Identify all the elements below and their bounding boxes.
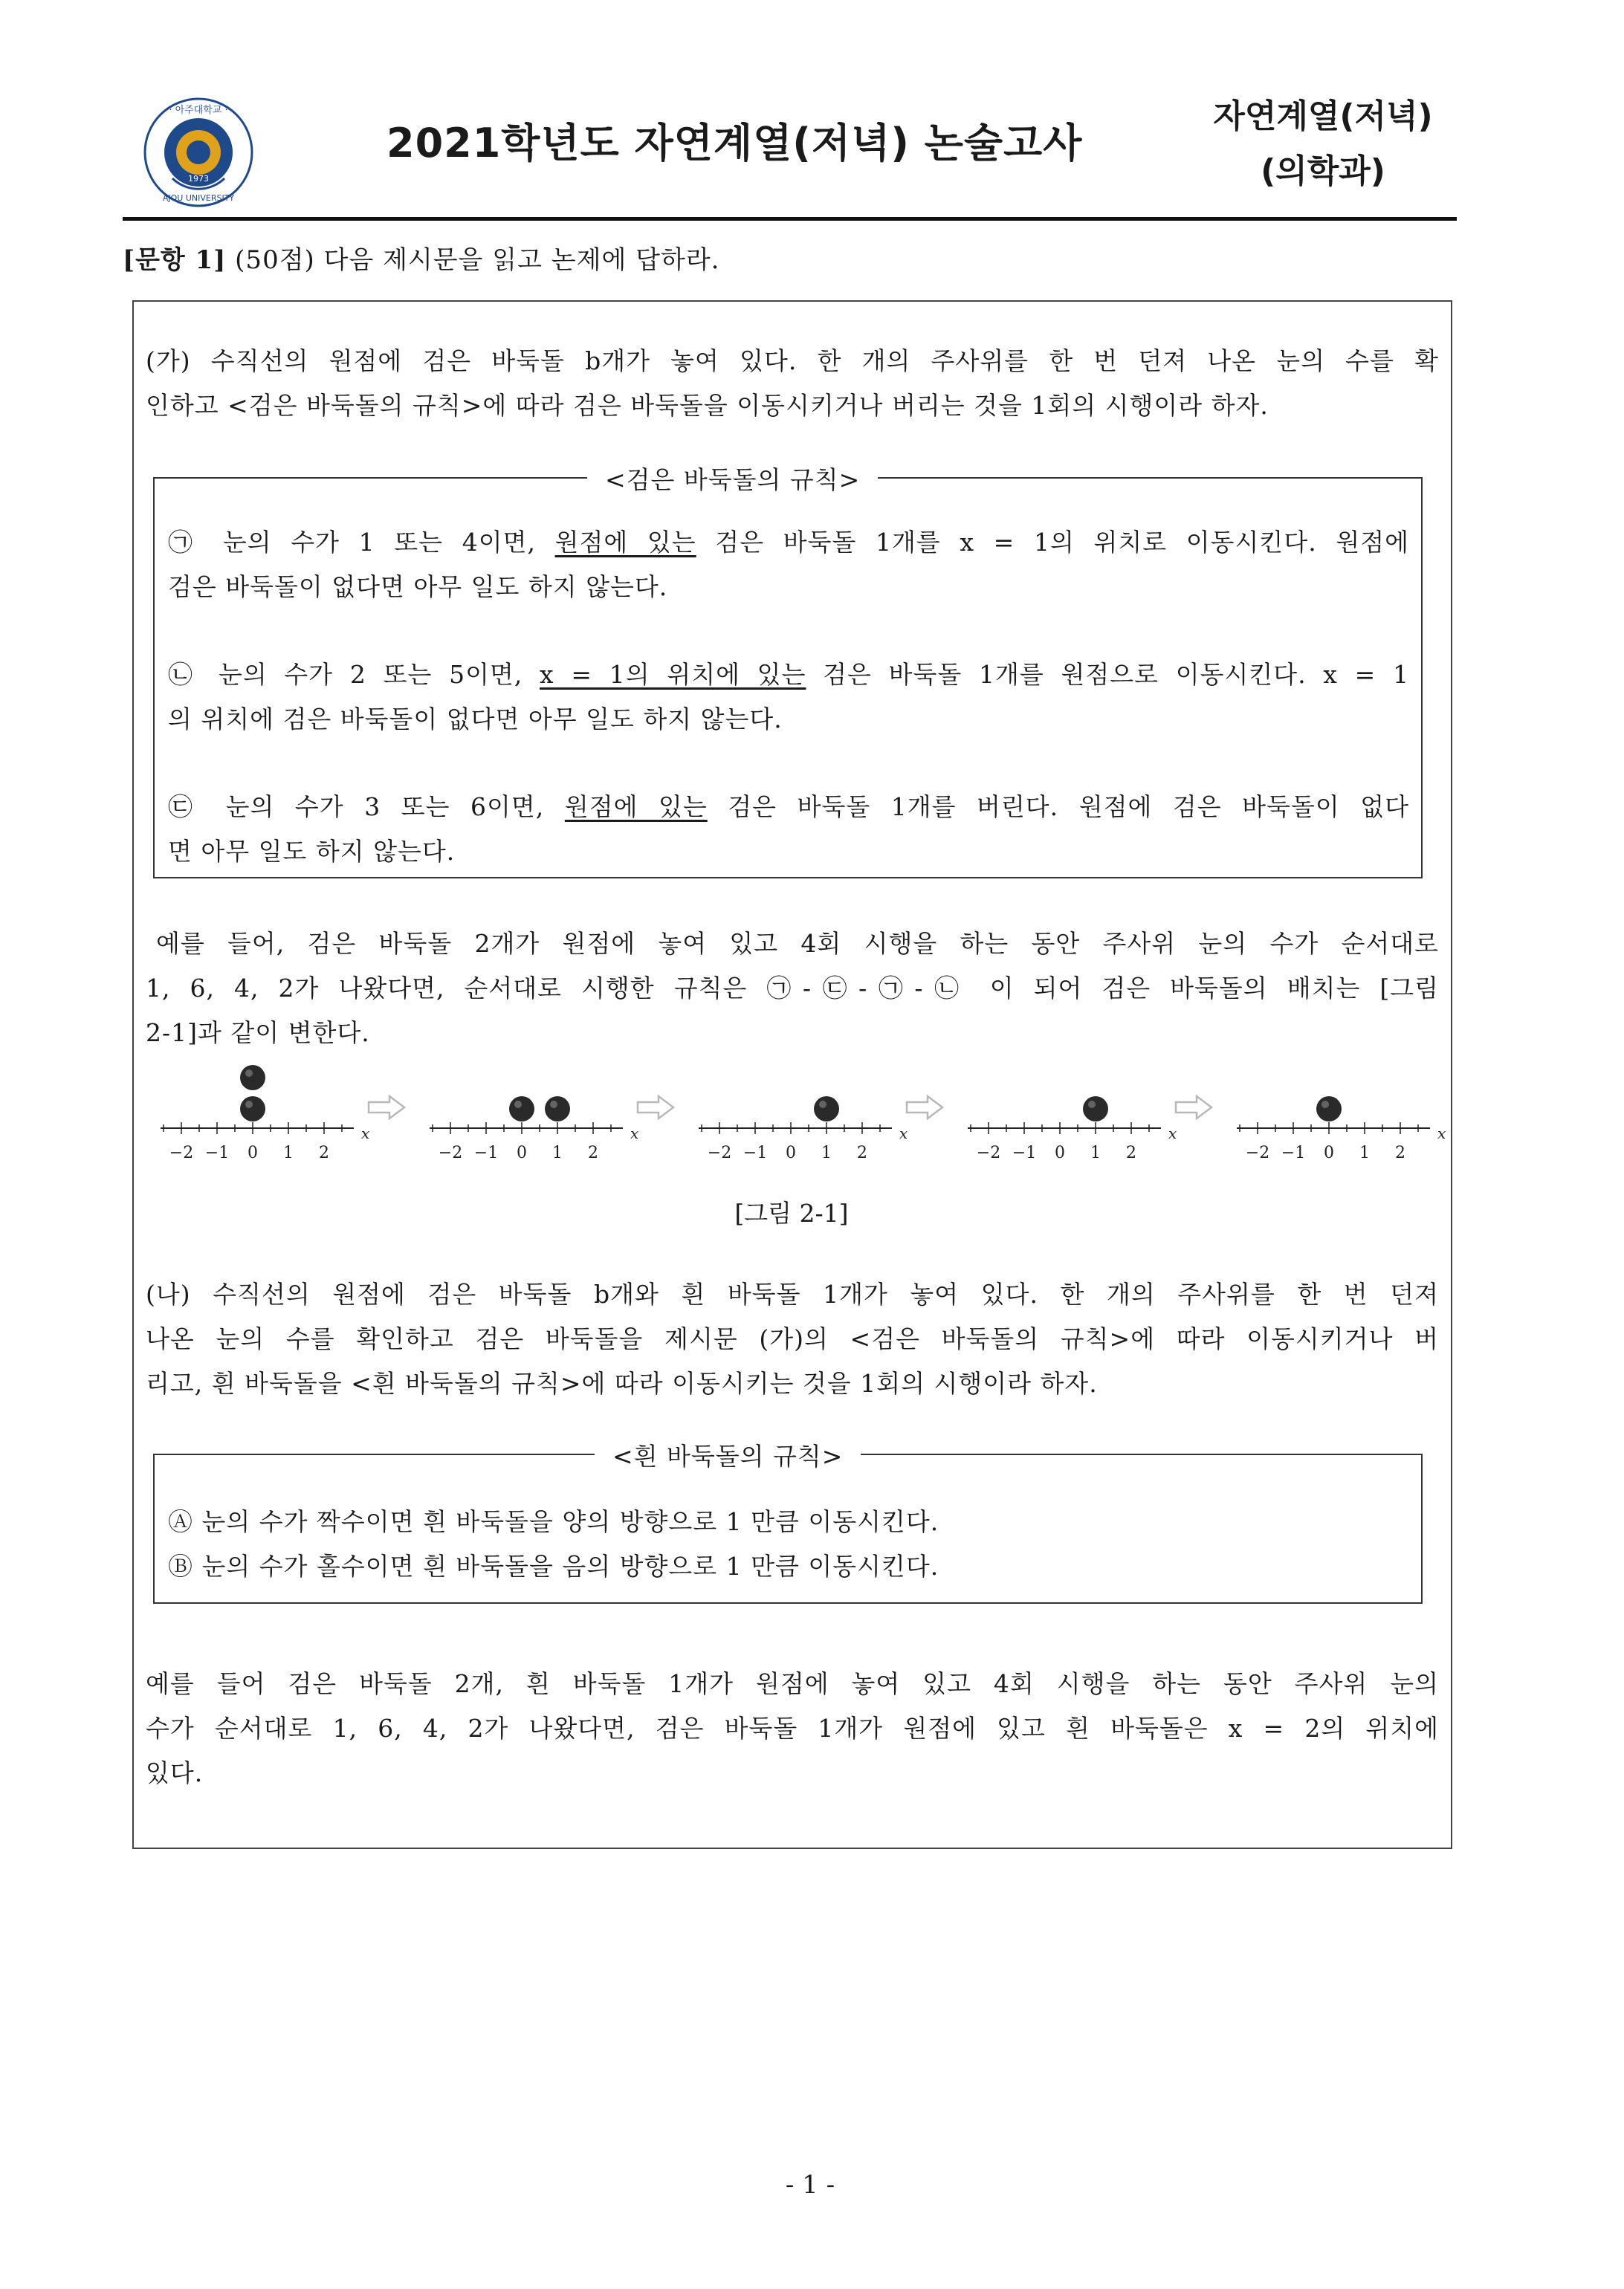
passage-na-line-3: 리고, 흰 바둑돌을 <흰 바둑돌의 규칙>에 따라 이동시키는 것을 1회의 시행이라 하자. <box>146 1369 1098 1398</box>
axis-tick-label: 2 <box>857 1144 867 1162</box>
axis-tick-label: 1 <box>1359 1144 1370 1162</box>
svg-text:· 아주대학교 ·: · 아주대학교 · <box>169 105 228 116</box>
passage-ga-line-2: 인하고 <검은 바둑돌의 규칙>에 따라 검은 바둑돌을 이동시키거나 버리는 것을 1회의 시행이라 하자. <box>146 391 1269 420</box>
white-rule-a-text: 눈의 수가 짝수이면 흰 바둑돌을 양의 방향으로 1 만큼 이동시킨다. <box>201 1507 939 1536</box>
axis-tick-label: −2 <box>976 1144 1001 1162</box>
stone-highlight <box>819 1101 826 1108</box>
white-rule-b-text: 눈의 수가 홀수이면 흰 바둑돌을 음의 방향으로 1 만큼 이동시킨다. <box>201 1552 939 1581</box>
axis-tick-label: 0 <box>517 1144 527 1162</box>
axis-tick-label: −2 <box>438 1144 463 1162</box>
rule-1-text-b: 검은 바둑돌 1개를 x = 1의 위치로 이동시킨다. 원점에 <box>696 528 1409 557</box>
axis-tick-label: 1 <box>283 1144 294 1162</box>
example-1-line-2b: 이 되어 검은 바둑돌의 배치는 [그림 <box>989 974 1440 1003</box>
stone-highlight <box>550 1101 557 1108</box>
svg-text:1973: 1973 <box>188 174 209 184</box>
passage-ga <box>146 339 1439 428</box>
question-points: (50점) <box>235 245 315 275</box>
stone-highlight <box>1321 1101 1329 1108</box>
rule-3-text-a: 눈의 수가 3 또는 6이면, <box>225 792 565 821</box>
transition-arrow <box>1176 1096 1211 1118</box>
axis-tick-label: 1 <box>552 1144 563 1162</box>
example-2-line-2: 수가 순서대로 1, 6, 4, 2가 나왔다면, 검은 바둑돌 1개가 원점에 있고 흰 바둑돌은 x = 2의 위치에 <box>146 1714 1439 1743</box>
page-number: - 1 - <box>785 2170 835 2200</box>
rule-mark-2: ㉡ <box>168 660 202 689</box>
stone-highlight <box>514 1101 522 1108</box>
axis-variable-label: x <box>630 1124 639 1142</box>
axis-tick-label: −1 <box>743 1144 768 1162</box>
white-rules-title: <흰 바둑돌의 규칙> <box>595 1437 861 1472</box>
seq-1: ㉠ <box>766 974 803 1003</box>
header-divider <box>123 217 1457 221</box>
axis-tick-label: 2 <box>1395 1144 1405 1162</box>
axis-tick-label: −2 <box>1245 1144 1270 1162</box>
figure-2-1 <box>146 1063 1446 1182</box>
badge-department: (의학과) <box>1261 152 1385 190</box>
rule-3-underline: 원점에 있는 <box>564 792 708 821</box>
rule-2-text-b: 검은 바둑돌 1개를 원점으로 이동시킨다. x = 1 <box>806 660 1409 689</box>
example-1-line-3: 2-1]과 같이 변한다. <box>146 1018 370 1047</box>
axis-tick-label: −2 <box>707 1144 732 1162</box>
rule-1-line-2: 검은 바둑돌이 없다면 아무 일도 하지 않는다. <box>168 572 668 601</box>
white-rule-b <box>168 1544 1409 1589</box>
axis-tick-label: −1 <box>1281 1144 1306 1162</box>
black-rules-title: <검은 바둑돌의 규칙> <box>587 461 878 496</box>
question-label: [문항 1] <box>123 245 227 275</box>
axis-variable-label: x <box>1168 1124 1177 1142</box>
white-rules <box>168 1500 1409 1589</box>
stone-highlight <box>1088 1101 1096 1108</box>
axis-tick-label: −2 <box>169 1144 194 1162</box>
rule-3-line-2: 면 아무 일도 하지 않는다. <box>168 837 456 866</box>
passage-ga-line-1: (가) 수직선의 원점에 검은 바둑돌 b개가 놓여 있다. 한 개의 주사위를 한 번 던져 나온 눈의 수를 확 <box>146 346 1439 375</box>
axis-tick-label: −1 <box>473 1144 499 1162</box>
university-logo <box>143 97 254 208</box>
badge-track: 자연계열(저녁) <box>1213 97 1433 135</box>
rule-1-text-a: 눈의 수가 1 또는 4이면, <box>222 528 555 557</box>
rule-2-text-a: 눈의 수가 2 또는 5이면, <box>218 660 540 689</box>
example-2 <box>146 1662 1439 1796</box>
example-1-line-1: 예를 들어, 검은 바둑돌 2개가 원점에 놓여 있고 4회 시행을 하는 동안 주사위 눈의 수가 순서대로 <box>156 929 1439 958</box>
seq-2: ㉢ <box>812 974 859 1003</box>
example-1-line-2 <box>146 966 1439 1011</box>
transition-arrow <box>638 1096 673 1118</box>
example-1 <box>146 922 1439 1055</box>
axis-variable-label: x <box>1437 1124 1446 1142</box>
rule-3-text-b: 검은 바둑돌 1개를 버린다. 원점에 검은 바둑돌이 없다 <box>707 792 1409 821</box>
seq-dash-1: - <box>802 974 812 1003</box>
black-rule-2 <box>168 653 1409 742</box>
axis-variable-label: x <box>899 1124 908 1142</box>
white-rule-mark-b: Ⓑ <box>168 1552 193 1581</box>
axis-tick-label: 2 <box>588 1144 598 1162</box>
axis-tick-label: 0 <box>786 1144 796 1162</box>
example-1-line-2a: 1, 6, 4, 2가 나왔다면, 순서대로 시행한 규칙은 <box>146 974 748 1003</box>
transition-arrow <box>907 1096 942 1118</box>
seq-4: ㉡ <box>923 974 971 1003</box>
question-instruction: 다음 제시문을 읽고 논제에 답하라. <box>323 245 720 275</box>
rule-2-line-2: 의 위치에 검은 바둑돌이 없다면 아무 일도 하지 않는다. <box>168 705 783 734</box>
black-stone <box>1083 1096 1108 1121</box>
seq-dash-3: - <box>914 974 924 1003</box>
rule-1-underline: 원점에 있는 <box>554 528 696 557</box>
axis-tick-label: −1 <box>204 1144 230 1162</box>
axis-tick-label: 0 <box>1055 1144 1065 1162</box>
exam-title: 2021학년도 자연계열(저녁) 논술고사 <box>386 120 1083 166</box>
seq-dash-2: - <box>858 974 868 1003</box>
black-stone <box>509 1096 534 1121</box>
passage-na <box>146 1272 1439 1406</box>
rule-mark-1: ㉠ <box>168 528 204 557</box>
axis-tick-label: 0 <box>248 1144 258 1162</box>
question-heading <box>123 239 719 276</box>
seq-3: ㉠ <box>867 974 915 1003</box>
axis-tick-label: 0 <box>1324 1144 1334 1162</box>
axis-tick-label: 2 <box>319 1144 329 1162</box>
example-2-line-1: 예를 들어 검은 바둑돌 2개, 흰 바둑돌 1개가 원점에 놓여 있고 4회 시행을 하는 동안 주사위 눈의 <box>146 1669 1439 1698</box>
rule-2-underline: x = 1의 위치에 있는 <box>540 660 806 689</box>
stone-highlight <box>245 1069 253 1077</box>
svg-text:AJOU UNIVERSITY: AJOU UNIVERSITY <box>162 193 235 203</box>
figure-caption: [그림 2-1] <box>734 1199 849 1228</box>
axis-tick-label: 1 <box>1090 1144 1101 1162</box>
axis-tick-label: 2 <box>1126 1144 1136 1162</box>
transition-arrow <box>369 1096 404 1118</box>
stone-highlight <box>245 1101 253 1108</box>
black-stone <box>240 1096 265 1121</box>
white-rule-a <box>168 1500 1409 1544</box>
white-rule-mark-a: Ⓐ <box>168 1507 193 1536</box>
passage-na-line-2: 나온 눈의 수를 확인하고 검은 바둑돌을 제시문 (가)의 <검은 바둑돌의 규칙>에 따라 이동시키거나 버 <box>146 1324 1439 1353</box>
axis-tick-label: 1 <box>821 1144 832 1162</box>
black-stone <box>814 1096 839 1121</box>
passage-na-line-1: (나) 수직선의 원점에 검은 바둑돌 b개와 흰 바둑돌 1개가 놓여 있다. 한 개의 주사위를 한 번 던져 <box>146 1280 1439 1309</box>
black-rule-1 <box>168 520 1409 609</box>
exam-track-badge <box>1182 89 1464 199</box>
black-rule-3 <box>168 785 1409 874</box>
axis-tick-label: −1 <box>1012 1144 1037 1162</box>
black-stone <box>240 1065 265 1090</box>
rule-mark-3: ㉢ <box>168 792 206 821</box>
example-2-line-3: 있다. <box>146 1758 204 1787</box>
axis-variable-label: x <box>361 1124 370 1142</box>
black-stone <box>545 1096 570 1121</box>
black-stone <box>1316 1096 1342 1121</box>
